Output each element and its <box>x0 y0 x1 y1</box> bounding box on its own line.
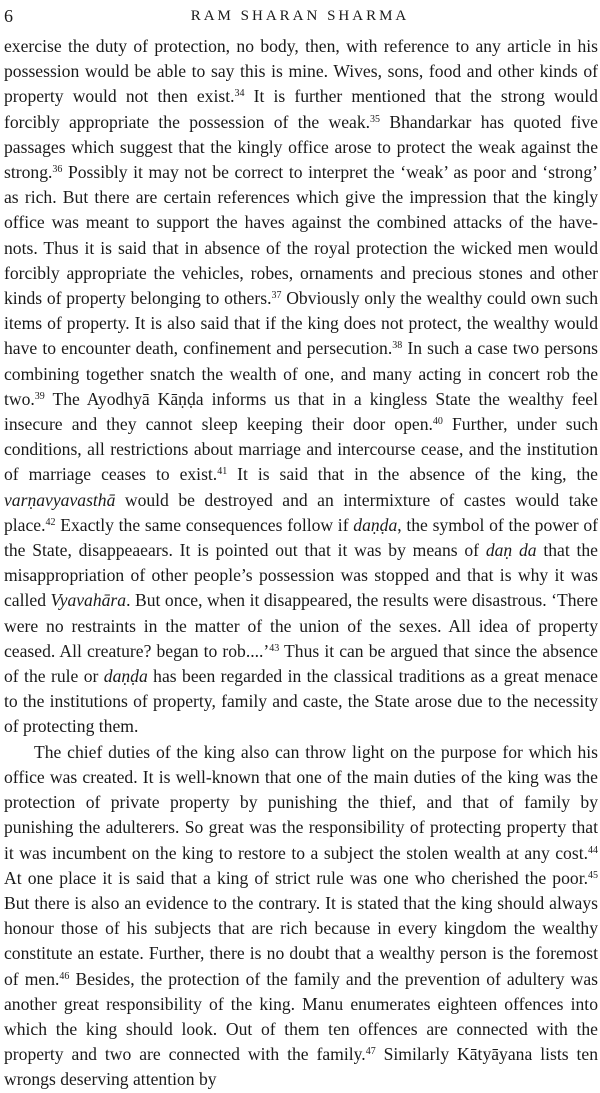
text-run: Besides, the protection of the family and the prevention of adultery was another great responsibility of the king. Manu enumerates eighteen offences into which the king should look. Out of them ten offences are connected with the property and two are connected with the family. <box>4 968 599 1065</box>
running-head: RAM SHARAN SHARMA <box>190 8 410 24</box>
footnote-ref: 47 <box>365 1046 376 1058</box>
text-run: It is said that in the absence of the king, the <box>227 464 598 485</box>
body-text <box>4 34 598 1093</box>
italic-term: varṇavyavasthā <box>4 489 116 510</box>
text-run: At one place it is said that a king of strict rule was one who cherished the poor. <box>4 867 588 888</box>
text-run: The Ayodhyā Kāṇḍa informs us that in a kingless State the wealthy feel insecure and they cannot sleep keeping their door open. <box>4 388 598 435</box>
text-run: would be destroyed and an intermixture of castes would take place. <box>4 489 598 535</box>
text-run: has been regarded in the classical traditions as a great menace to the institutions of property, family and caste, the State arose due to the necessity of protecting them. <box>4 666 598 737</box>
text-run: Similarly Kātyāyana lists ten wrongs deserving attention by <box>4 1044 598 1090</box>
footnote-ref: 42 <box>45 516 56 528</box>
page-header <box>0 4 600 28</box>
text-run: Further, under such conditions, all restrictions about marriage and intercourse cease, and the institution of marriage ceases to exist. <box>4 414 598 485</box>
paragraph <box>4 34 598 740</box>
text-run: Possibly it may not be correct to interpret the ‘weak’ as poor and ‘strong’ as rich. But there are certain references which give the impression that the kingly office was meant to support the haves against the combined attacks of the have-nots. Thus it is said that in absence of the royal protection the wicked men would forcibly appropriate the vehicles, robes, ornaments and precious stones and other kinds of property belonging to others. <box>4 162 598 309</box>
text-run: It is further mentioned that the strong would forcibly appropriate the possession of the weak. <box>4 86 598 132</box>
text-run: that the misappropriation of other people’s possession was stopped and that is why it was called <box>4 540 598 611</box>
text-run: , the symbol of the power of the State, disappeaears. It is pointed out that it was by means of <box>4 514 598 561</box>
footnote-ref: 41 <box>217 466 228 478</box>
footnote-ref: 35 <box>370 113 381 125</box>
footnote-ref: 38 <box>392 340 403 352</box>
text-run: Thus it can be argued that since the absence of the rule or <box>4 640 598 687</box>
page-number: 6 <box>4 6 14 26</box>
text-run: The chief duties of the king also can throw light on the purpose for which his office was created. It is well-known that one of the main duties of the king was the protection of private property by punishing the thief, and that of family by punishing the adulterers. So great was the responsibility of protecting property that it was incumbent on the king to restore to a subject the stolen wealth at any cost. <box>4 741 598 863</box>
text-run: Exactly the same consequences follow if <box>55 514 354 535</box>
footnote-ref: 44 <box>588 844 598 856</box>
footnote-ref: 37 <box>271 290 282 302</box>
text-run: Obviously only the wealthy could own such items of property. It is also said that if the king does not protect, the wealthy would have to encounter death, confinement and persecution. <box>4 288 598 359</box>
footnote-ref: 46 <box>59 970 70 982</box>
footnote-ref: 36 <box>52 164 63 176</box>
text-run: . But once, when it disappeared, the results were disastrous. ‘There were no restraints in the matter of the union of the sexes. All idea of property ceased. All creature? began to rob....’ <box>4 590 598 661</box>
italic-term: Vyavahāra <box>50 590 127 611</box>
footnote-ref: 34 <box>234 88 245 100</box>
text-run: Bhandarkar has quoted five passages which suggest that the kingly office arose to protect the weak against the strong. <box>4 111 598 183</box>
footnote-ref: 39 <box>34 390 45 402</box>
paragraph <box>4 740 598 1093</box>
text-run: In such a case two persons combining together snatch the wealth of one, and many acting in concert rob the two. <box>4 338 598 409</box>
italic-term: daṇḍa <box>353 514 398 535</box>
text-run: exercise the duty of protection, no body, then, with reference to any article in his possession would be able to say this is mine. Wives, sons, food and other kinds of property would not then exist. <box>4 36 598 107</box>
italic-term: daṇḍa <box>103 666 148 687</box>
footnote-ref: 45 <box>588 869 598 881</box>
italic-term: daṇ da <box>485 540 537 561</box>
text-run: But there is also an evidence to the contrary. It is stated that the king should always honour those of his subjects that are rich because in every kingdom the wealthy constitute an estate. Further, there is no doubt that a wealthy person is the foremost of men. <box>4 892 598 989</box>
footnote-ref: 43 <box>269 642 280 654</box>
footnote-ref: 40 <box>432 416 443 428</box>
